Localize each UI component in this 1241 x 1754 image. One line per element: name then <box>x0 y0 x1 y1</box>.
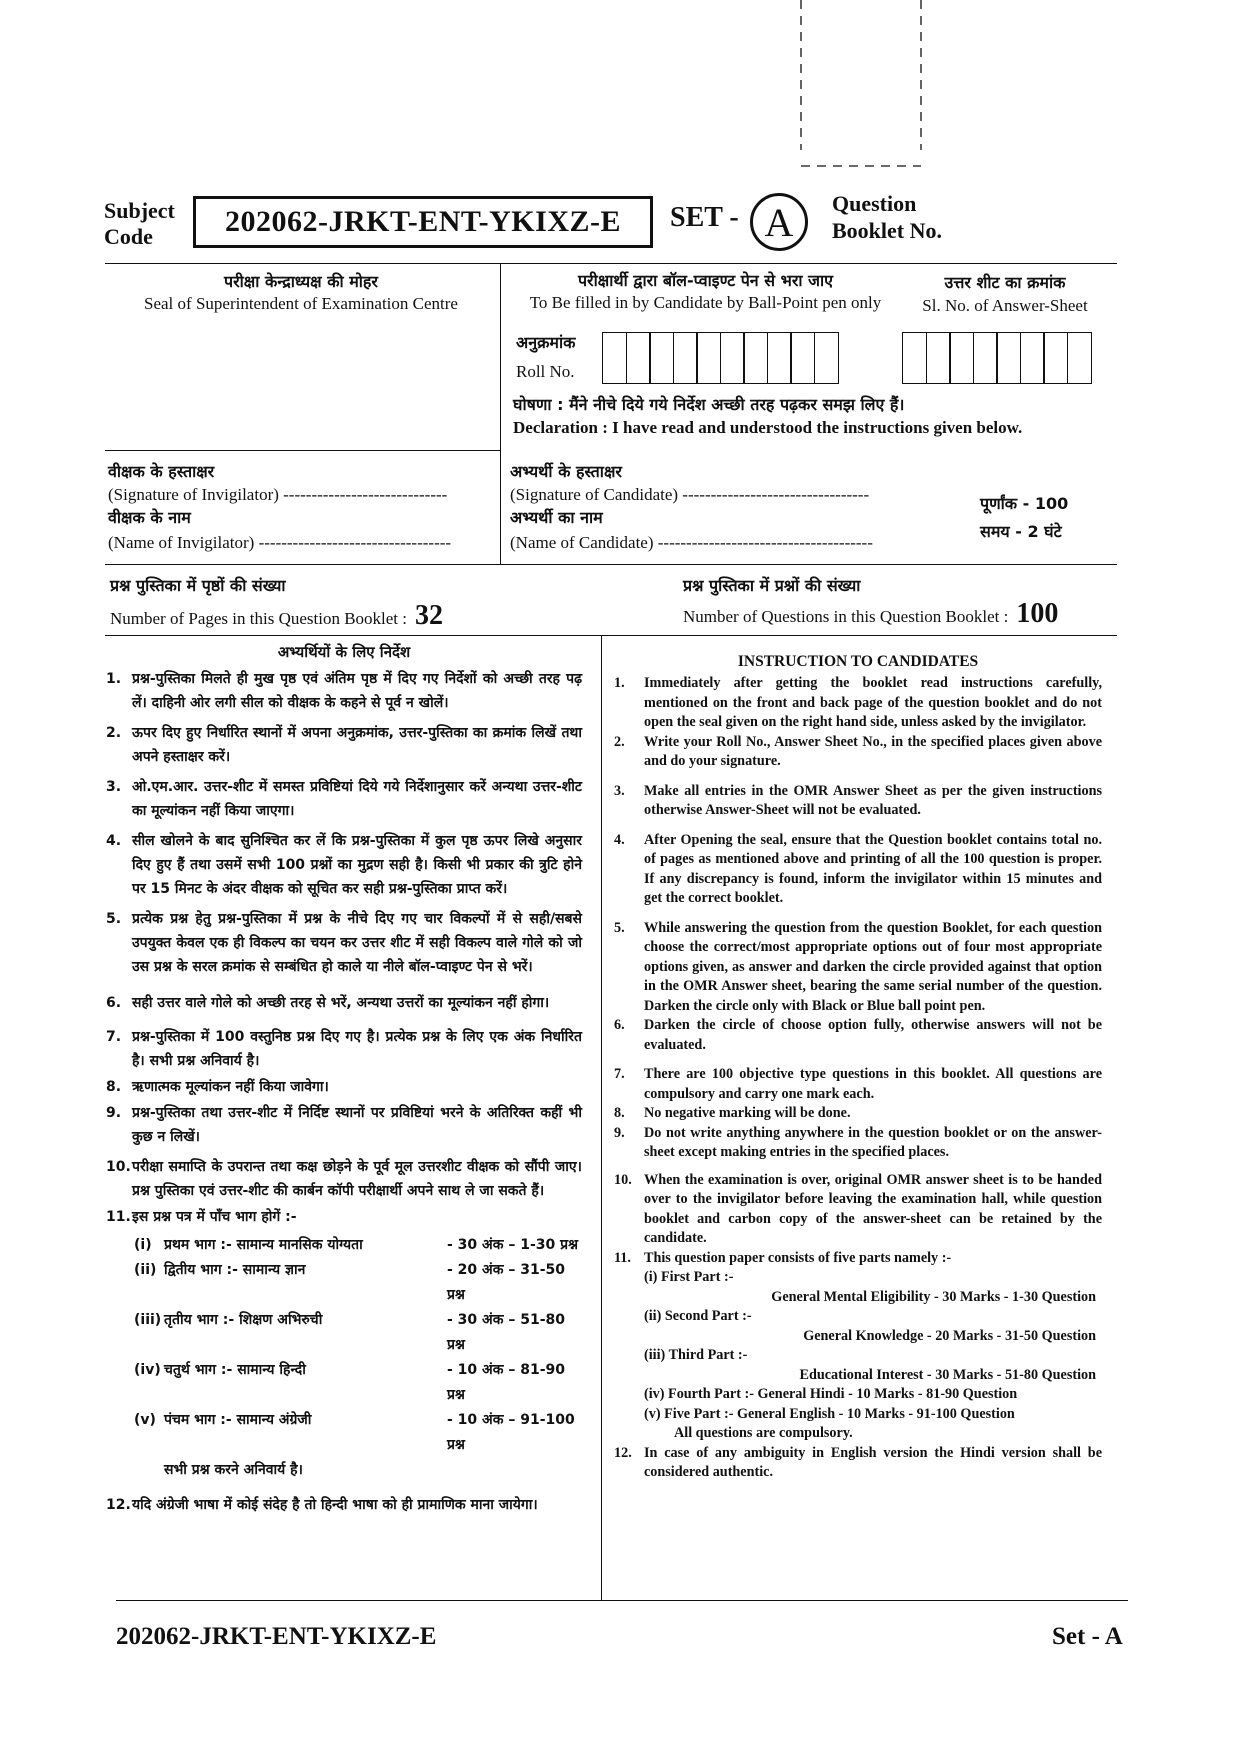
instruction-en-item: 7. There are 100 objective type questions in this booklet. All questions are compulsory and carry one mark each. <box>614 1066 1102 1102</box>
set-label: SET - <box>670 202 739 233</box>
seal-hi: परीक्षा केन्द्राध्यक्ष की मोहर <box>224 272 378 291</box>
instruction-hi-item: 6. सही उत्तर वाले गोले को अच्छी तरह से भरें, अन्यथा उत्तरों का मूल्यांकन नहीं होगा। <box>106 995 550 1011</box>
instruction-en-item: 11. This question paper consists of five parts namely :- <box>614 1249 952 1266</box>
subject-code-label: Subject Code <box>104 198 175 249</box>
instruction-en-item: 8. No negative marking will be done. <box>614 1105 851 1121</box>
candidate-block: अभ्यर्थी के हस्ताक्षर (Signature of Candidate) --------------------------------- अभ्यर्थी का नाम (Name of Candidate) -------------------------------------- <box>510 460 873 556</box>
instructions-english-title: INSTRUCTION TO CANDIDATES <box>737 653 979 670</box>
instructions-hindi: अभ्यर्थियों के लिए निर्देश 1. प्रश्न-पुस्तिका मिलते ही मुख पृष्ठ एवं अंतिम पृष्ठ में दिए गए निर्देशों को अच्छी तरह पढ़ लें। दाहिनी ओर लगी सील को वीक्षक के कहने से पूर्व न खोलें। 2. ऊपर दिए हुए निर्धारित स्थानों में अपना अनुक्रमांक, उत्तर-पुस्तिका का क्रमांक लिखें तथा अपने हस्ताक्षर करें। 3. ओ.एम.आर. उत्तर-शीट में समस्त प्रविष्टियां दिये गये निर्देशानुसार करें अन्यथा उत्तर-शीट का मूल्यांकन नहीं किया जाएगा। 4. सील खोलने के बाद सुनिश्चित कर लें कि प्रश्न-पुस्तिका में कुल पृष्ठ ऊपर लिखे अनुसार दिए हुए हैं तथा उसमें सभी 100 प्रश्नों का मुद्रण सही है। किसी भी प्रकार की त्रुटि होने पर 15 मिनट के अंदर वीक्षक को सूचित कर सही प्रश्न-पुस्तिका प्राप्त करें। 5. प्रत्येक प्रश्न हेतु प्रश्न-पुस्तिका में प्रश्न के नीचे दिए गए चार विकल्पों में से सही/सबसे उपयुक्त केवल एक ही विकल्प का चयन कर उत्तर शीट में सही विकल्प वाले गोले को जो उस प्रश्न के सरल क्रमांक से सम्बंधित हो काले या नीले बॉल-प्वाइण्ट पेन से भरें। 6. सही उत्तर वाले गोले को अच्छी तरह से भरें, अन्यथा उत्तरों का मूल्यांकन नहीं होगा। 7. प्रश्न-पुस्तिका में 100 वस्तुनिष्ठ प्रश्न दिए गए है। प्रत्येक प्रश्न के लिए एक अंक निर्धारित है। सभी प्रश्न अनिवार्य है। 8. ऋणात्मक मूल्यांकन नहीं किया जावेगा। 9. प्रश्न-पुस्तिका तथा उत्तर-शीट में निर्दिष्ट स्थानों पर प्रविष्टियां भरने के अतिरिक्त कहीं भी कुछ न लिखें। 10. परीक्षा समाप्ति के उपरान्त तथा कक्ष छोड़ने के पूर्व मूल उत्तरशीट वीक्षक को सौंपी जाए। प्रश्न पुस्तिका एवं उत्तर-शीट की कार्बन कॉपी परीक्षार्थी अपने साथ ले जा सकते हैं। 11. इस प्रश्न पत्र में पाँच भाग होगें :- (i) प्रथम भाग :- सामान्य मानसिक योग्यता - 30 अंक – 1-30 प्रश्न (ii) द्वितीय भाग :- सामान्य ज्ञान - 20 अंक – 31-50 प्रश्न (iii) तृतीय भाग :- शिक्षण अभिरुची - 30 अंक – 51-80 प्रश्न (iv) चतुर्थ भाग :- सामान्य हिन्दी - 10 अंक – 81-90 प्रश्न (v) पंचम भाग :- सामान्य अंग्रेजी - 10 अंक – 91-100 प्रश्न सभी प्रश्न करने अनिवार्य है। 12. यदि अंग्रेजी भाषा में कोई संदेह है तो हिन्दी भाषा को ही प्रामाणिक माना जायेगा। <box>106 643 582 1513</box>
declaration <box>513 393 1022 439</box>
subject-code-box <box>193 196 653 248</box>
instruction-hi-item: 8. ऋणात्मक मूल्यांकन नहीं किया जावेगा। <box>106 1079 329 1095</box>
instruction-en-item: 2. Write your Roll No., Answer Sheet No., in the specified places given above and do your signature. <box>614 733 1102 769</box>
roll-no-boxes[interactable] <box>602 332 839 384</box>
instruction-en-item: 4. After Opening the seal, ensure that the Question booklet contains total no. of pages as mentioned above and printing of all the 100 question is proper. If any discrepancy is found, inform the invigilator within 15 minutes and get the correct booklet. <box>614 831 1102 906</box>
answer-sheet-en: Sl. No. of Answer-Sheet <box>922 296 1088 315</box>
instruction-hi-item: 2. ऊपर दिए हुए निर्धारित स्थानों में अपना अनुक्रमांक, उत्तर-पुस्तिका का क्रमांक लिखें तथा अपने हस्ताक्षर करें। <box>106 725 582 765</box>
answer-sheet-no-label <box>905 272 1105 318</box>
question-booklet-no-label: Question Booklet No. <box>832 191 942 243</box>
instruction-en-item: 3. Make all entries in the OMR Answer Sheet as per the given instructions otherwise Answer-Sheet will not be evaluated. <box>614 782 1102 818</box>
candidate-fill-en: To Be filled in by Candidate by Ball-Point pen only <box>529 293 882 312</box>
signature-bottom-rule <box>105 564 1117 565</box>
hindi-part-row: (iii) तृतीय भाग :- शिक्षण अभिरुची - 30 अंक – 51-80 प्रश्न <box>134 1312 566 1353</box>
perforation-marks <box>799 0 923 168</box>
footer-set: Set - A <box>1052 1623 1123 1650</box>
instruction-en-item: 10. When the examination is over, original OMR answer sheet is to be handed over to the invigilator before leaving the examination hall, while question booklet and carbon copy of the answer-sheet can be retained by the candidate. <box>614 1171 1102 1246</box>
instruction-hi-item: 7. प्रश्न-पुस्तिका में 100 वस्तुनिष्ठ प्रश्न दिए गए है। प्रत्येक प्रश्न के लिए एक अंक निर्धारित है। सभी प्रश्न अनिवार्य है। <box>106 1029 582 1069</box>
set-letter: A <box>764 199 794 245</box>
marks-time <box>980 490 1068 546</box>
page-count-block: प्रश्न पुस्तिका में पृष्ठों की संख्या Number of Pages in this Question Booklet : 32 <box>110 576 444 631</box>
instruction-en-item: 6. Darken the circle of choose option fully, otherwise answers will not be evaluated. <box>614 1017 1102 1053</box>
roll-no-label: अनुक्रमांक Roll No. <box>516 333 576 381</box>
instruction-hi-item: 1. प्रश्न-पुस्तिका मिलते ही मुख पृष्ठ एवं अंतिम पृष्ठ में दिए गए निर्देशों को अच्छी तरह पढ़ लें। दाहिनी ओर लगी सील को वीक्षक के कहने से पूर्व न खोलें। <box>106 671 582 711</box>
candidate-signature-field: (Signature of Candidate) --------------------------------- <box>510 485 870 504</box>
instruction-hi-item: 10. परीक्षा समाप्ति के उपरान्त तथा कक्ष छोड़ने के पूर्व मूल उत्तरशीट वीक्षक को सौंपी जाए। प्रश्न पुस्तिका एवं उत्तर-शीट की कार्बन कॉपी परीक्षार्थी अपने साथ ले जा सकते हैं। <box>106 1159 582 1199</box>
top-rule <box>105 263 1117 264</box>
instruction-en-item: 1. Immediately after getting the booklet read instructions carefully, mentioned on the front and back page of the question booklet and do not open the seal given on the right hand side, unless asked by the invigilator. <box>614 675 1102 730</box>
hindi-part-row: (iv) चतुर्थ भाग :- सामान्य हिन्दी - 10 अंक – 81-90 प्रश्न <box>134 1362 566 1403</box>
instructions-divider <box>601 635 602 1600</box>
hindi-part-row: (v) पंचम भाग :- सामान्य अंग्रेजी - 10 अंक – 91-100 प्रश्न <box>134 1412 575 1453</box>
set-letter-circle <box>750 193 808 251</box>
instruction-hi-item: 11. इस प्रश्न पत्र में पाँच भाग होगें :- <box>106 1209 297 1225</box>
subject-code: 202062-JRKT-ENT-YKIXZ-E <box>224 205 621 238</box>
candidate-fill-note <box>508 270 903 314</box>
instructions-english: INSTRUCTION TO CANDIDATES 1. Immediately after getting the booklet read instructions carefully, mentioned on the front and back page of the question booklet and do not open the seal given on the right hand side, unless asked by the invigilator. 2. Write your Roll No., Answer Sheet No., in the specified places given above and do your signature. 3. Make all entries in the OMR Answer Sheet as per the given instructions otherwise Answer-Sheet will not be evaluated. 4. After Opening the seal, ensure that the Question booklet contains total no. of pages as mentioned above and printing of all the 100 question is proper. If any discrepancy is found, inform the invigilator within 15 minutes and get the correct booklet. 5. While answering the question from the question Booklet, for each question choose the correct/most appropriate options out of four most appropriate options given, as answer and darken the circle provided against that option in the OMR Answer sheet, bearing the same serial number of the question. Darken the circle only with Black or Blue ball point pen. 6. Darken the circle of choose option fully, otherwise answers will not be evaluated. 7. There are 100 objective type questions in this booklet. All questions are compulsory and carry one mark each. 8. No negative marking will be done. 9. Do not write anything anywhere in the question booklet or on the answer-sheet except making entries in the specified places. 10. When the examination is over, original OMR answer sheet is to be handed over to the invigilator before leaving the examination hall, while question booklet and carbon copy of the answer-sheet can be retained by the candidate. 11. This question paper consists of five parts namely :- (i) First Part :- General Mental Eligibility - 30 Marks - 1-30 Question (ii) Second Part :- General Knowledge - 20 Marks - 31-50 Question (iii) Third Part :- Educational Interest - 30 Marks - 51-80 Question (iv) Fourth Part :- General Hindi - 10 Marks - 81-90 Question (v) Five Part :- General English - 10 Marks - 91-100 Question All questions are compulsory. 12. In case of any ambiguity in English version the Hindi version shall be considered authentic. <box>614 653 1102 1480</box>
answer-sheet-no-boxes[interactable] <box>902 332 1092 384</box>
instructions-hindi-title: अभ्यर्थियों के लिए निर्देश <box>277 643 411 661</box>
seal-bottom-rule <box>105 450 501 451</box>
hindi-part-row: (ii) द्वितीय भाग :- सामान्य ज्ञान - 20 अंक – 31-50 प्रश्न <box>134 1262 566 1303</box>
candidate-fill-hi: परीक्षार्थी द्वारा बॉल-प्वाइण्ट पेन से भरा जाए <box>577 271 834 290</box>
candidate-name-field: (Name of Candidate) -------------------------------------- <box>510 533 873 552</box>
invigilator-signature-field: (Signature of Invigilator) ----------------------------- <box>108 485 448 504</box>
full-marks: पूर्णांक - 100 <box>980 494 1069 513</box>
instruction-hi-item: 3. ओ.एम.आर. उत्तर-शीट में समस्त प्रविष्टियां दिये गये निर्देशानुसार करें अन्यथा उत्तर-शीट का मूल्यांकन नहीं किया जाएगा। <box>106 779 582 819</box>
left-column-divider <box>500 263 501 564</box>
answer-sheet-hi: उत्तर शीट का क्रमांक <box>944 273 1066 292</box>
seal-en: Seal of Superintendent of Examination Centre <box>144 294 458 313</box>
instructions-bottom-rule <box>116 1600 1128 1601</box>
seal-box <box>105 271 497 315</box>
question-count-block: प्रश्न पुस्तिका में प्रश्नों की संख्या Number of Questions in this Question Booklet : 100 <box>683 576 1059 629</box>
counts-bottom-rule <box>105 635 1117 636</box>
time-allowed: समय - 2 घंटे <box>980 522 1062 541</box>
page-count-value: 32 <box>415 600 444 631</box>
instruction-en-item: 5. While answering the question from the question Booklet, for each question choose the correct/most appropriate options out of four most appropriate options given, as answer and darken the circle provided against that option in the OMR Answer sheet, bearing the same serial number of the question. Darken the circle only with Black or Blue ball point pen. <box>614 919 1102 1014</box>
instruction-hi-item: 9. प्रश्न-पुस्तिका तथा उत्तर-शीट में निर्दिष्ट स्थानों पर प्रविष्टियां भरने के अतिरिक्त कहीं भी कुछ न लिखें। <box>106 1105 582 1145</box>
question-count-value: 100 <box>1016 598 1059 629</box>
instruction-hi-item: 5. प्रत्येक प्रश्न हेतु प्रश्न-पुस्तिका में प्रश्न के नीचे दिए गए चार विकल्पों में से सही/सबसे उपयुक्त केवल एक ही विकल्प का चयन कर उत्तर शीट में सही विकल्प वाले गोले को जो उस प्रश्न के सरल क्रमांक से सम्बंधित हो काले या नीले बॉल-प्वाइण्ट पेन से भरें। <box>106 911 582 975</box>
declaration-hi: घोषणा : मैंने नीचे दिये गये निर्देश अच्छी तरह पढ़कर समझ लिए हैं। <box>513 395 905 414</box>
invigilator-block: वीक्षक के हस्ताक्षर (Signature of Invigilator) ----------------------------- वीक्षक के नाम (Name of Invigilator) ---------------------------------- <box>108 460 451 556</box>
hindi-part-row: (i) प्रथम भाग :- सामान्य मानसिक योग्यता - 30 अंक – 1-30 प्रश्न <box>134 1237 579 1253</box>
instruction-hi-item: 4. सील खोलने के बाद सुनिश्चित कर लें कि प्रश्न-पुस्तिका में कुल पृष्ठ ऊपर लिखे अनुसार दिए हुए हैं तथा उसमें सभी 100 प्रश्नों का मुद्रण सही है। किसी भी प्रकार की त्रुटि होने पर 15 मिनट के अंदर वीक्षक को सूचित कर सही प्रश्न-पुस्तिका प्राप्त करें। <box>106 833 582 897</box>
declaration-en: Declaration : I have read and understood the instructions given below. <box>513 418 1023 437</box>
footer-subject-code: 202062-JRKT-ENT-YKIXZ-E <box>116 1623 437 1650</box>
instruction-en-item: 9. Do not write anything anywhere in the question booklet or on the answer-sheet except making entries in the specified places. <box>614 1124 1102 1160</box>
invigilator-name-field: (Name of Invigilator) ---------------------------------- <box>108 533 452 552</box>
